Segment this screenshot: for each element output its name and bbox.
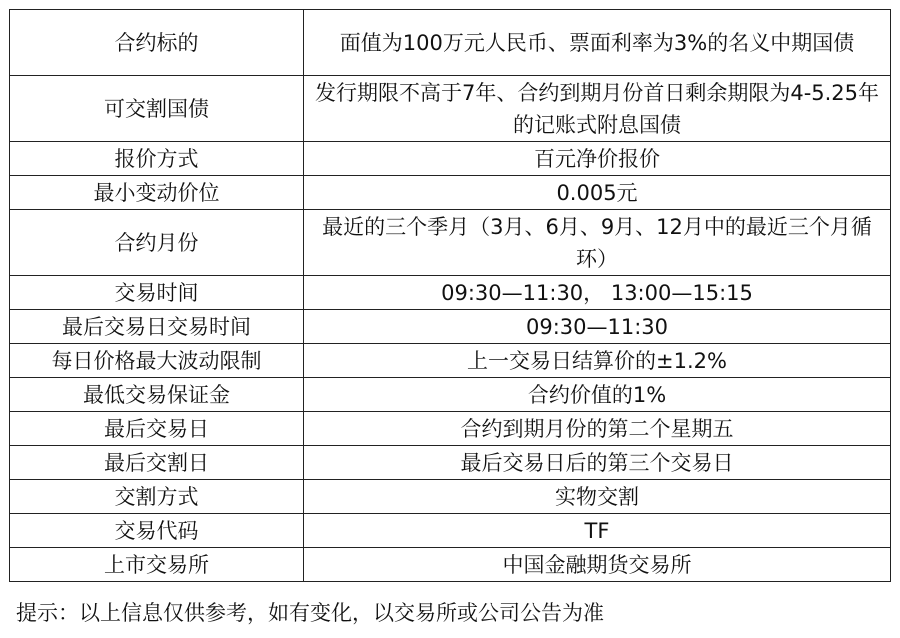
table-row (10, 176, 891, 210)
row-label: 最低交易保证金 (10, 378, 304, 412)
row-value: 合约价值的1% (304, 378, 891, 412)
row-value: 上一交易日结算价的±1.2% (304, 344, 891, 378)
row-label: 交易时间 (10, 276, 304, 310)
row-label: 报价方式 (10, 142, 304, 176)
row-label: 合约标的 (10, 10, 304, 76)
row-label: 每日价格最大波动限制 (10, 344, 304, 378)
table-row (10, 412, 891, 446)
table-row (10, 480, 891, 514)
row-label: 交割方式 (10, 480, 304, 514)
row-label: 最后交易日交易时间 (10, 310, 304, 344)
row-value: 实物交割 (304, 480, 891, 514)
row-value: 09:30—11:30 (304, 310, 891, 344)
row-value: 面值为100万元人民币、票面利率为3%的名义中期国债 (304, 10, 891, 76)
row-value: TF (304, 514, 891, 548)
contract-spec-table (9, 9, 891, 582)
table-row (10, 446, 891, 480)
row-value: 百元净价报价 (304, 142, 891, 176)
row-value: 发行期限不高于7年、合约到期月份首日剩余期限为4-5.25年的记账式附息国债 (304, 76, 891, 142)
row-value: 最后交易日后的第三个交易日 (304, 446, 891, 480)
row-label: 合约月份 (10, 210, 304, 276)
row-label: 最小变动价位 (10, 176, 304, 210)
table-row (10, 76, 891, 142)
row-label: 上市交易所 (10, 548, 304, 582)
table-row (10, 310, 891, 344)
row-value: 09:30—11:30， 13:00—15:15 (304, 276, 891, 310)
row-value: 合约到期月份的第二个星期五 (304, 412, 891, 446)
disclaimer-note: 提示：以上信息仅供参考，如有变化，以交易所或公司公告为准 (16, 601, 604, 625)
row-label: 最后交割日 (10, 446, 304, 480)
table-row (10, 142, 891, 176)
table-row (10, 10, 891, 76)
table-row (10, 276, 891, 310)
row-label: 交易代码 (10, 514, 304, 548)
row-value: 0.005元 (304, 176, 891, 210)
row-value: 最近的三个季月（3月、6月、9月、12月中的最近三个月循环） (304, 210, 891, 276)
table-row (10, 210, 891, 276)
row-label: 最后交易日 (10, 412, 304, 446)
row-label: 可交割国债 (10, 76, 304, 142)
table-row (10, 514, 891, 548)
table-row (10, 378, 891, 412)
row-value: 中国金融期货交易所 (304, 548, 891, 582)
table-row (10, 548, 891, 582)
table-row (10, 344, 891, 378)
